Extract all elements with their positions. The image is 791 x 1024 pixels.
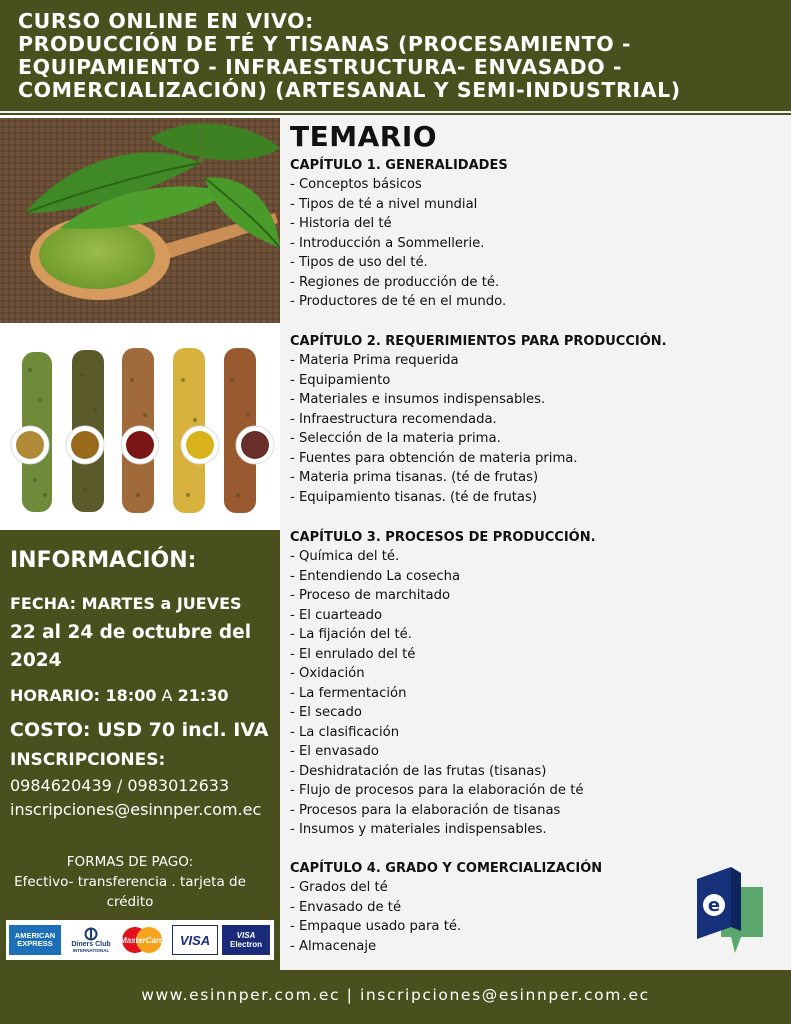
- info-title: INFORMACIÓN:: [10, 548, 197, 573]
- chapter-2: [290, 333, 780, 507]
- list-item: - Deshidratación de las frutas (tisanas): [290, 763, 547, 779]
- list-item: - Historia del té: [290, 216, 392, 231]
- list-item: - Productores de té en el mundo.: [290, 294, 507, 309]
- diners-label-1: Diners Club: [71, 941, 111, 948]
- schedule-separator: A: [156, 686, 178, 705]
- list-item: - Química del té.: [290, 549, 400, 564]
- syllabus-panel: [280, 115, 791, 970]
- list-item: - El enrulado del té: [290, 646, 416, 662]
- course-title-line-3: EQUIPAMIENTO - INFRAESTRUCTURA- ENVASADO -: [18, 55, 623, 79]
- list-item: - Fuentes para obtención de materia prima.: [290, 450, 578, 466]
- registration-email[interactable]: inscripciones@esinnper.com.ec: [10, 800, 262, 819]
- payment-methods-title: FORMAS DE PAGO:: [66, 854, 194, 870]
- info-panel: [0, 532, 280, 970]
- list-item: - Tipos de uso del té.: [290, 255, 428, 270]
- list-item: - Materiales e insumos indispensables.: [290, 392, 546, 407]
- list-item: - Grados del té: [290, 880, 388, 895]
- list-item: - Infraestructura recomendada.: [290, 411, 497, 427]
- amex-label-1: AMERICAN: [14, 931, 56, 940]
- registration-label: INSCRIPCIONES:: [10, 750, 166, 770]
- herbal-tea-photo: [0, 330, 280, 528]
- footer: [0, 970, 791, 1024]
- diners-circle-icon: [83, 927, 99, 941]
- list-item: - Oxidación: [290, 666, 365, 681]
- chapter-title: CAPÍTULO 3. PROCESOS DE PRODUCCIÓN.: [290, 530, 596, 545]
- list-item: - La clasificación: [290, 724, 400, 740]
- list-item: - Introducción a Sommellerie.: [290, 235, 485, 251]
- green-tea-photo: [0, 118, 280, 323]
- list-item: - Empaque usado para té.: [290, 919, 462, 934]
- photo-column: [0, 115, 280, 530]
- logo-graphic: [695, 865, 765, 957]
- chapter-title: CAPÍTULO 1. GENERALIDADES: [290, 158, 508, 173]
- list-item: - Materia prima tisanas. (té de frutas): [290, 470, 539, 485]
- herbal-tea-illustration: [0, 330, 280, 528]
- electron-label-1: VISA: [236, 931, 256, 940]
- list-item: - Flujo de procesos para la elaboración de té: [290, 783, 584, 798]
- electron-label-2: Electron: [229, 940, 262, 949]
- mastercard-circles-icon: [117, 925, 167, 955]
- list-item: - Conceptos básicos: [290, 177, 422, 192]
- esinnper-logo-icon: [695, 865, 765, 957]
- chapter-3: [290, 529, 780, 840]
- schedule-end: 21:30: [177, 686, 229, 705]
- chapter-title: CAPÍTULO 2. REQUERIMIENTOS PARA PRODUCCIÓN.: [290, 334, 667, 349]
- list-item: - Entendiendo La cosecha: [290, 568, 461, 584]
- mastercard-icon: [116, 925, 168, 955]
- header-banner: [0, 0, 791, 113]
- logo-letter: e: [707, 895, 721, 916]
- schedule: [10, 686, 229, 705]
- list-item: - Almacenaje: [290, 938, 377, 954]
- list-item: - Procesos para la elaboración de tisanas: [290, 802, 561, 818]
- diners-card-icon: [66, 925, 116, 955]
- list-item: - Equipamiento tisanas. (té de frutas): [290, 489, 538, 505]
- course-title-line-4: COMERCIALIZACIÓN) (ARTESANAL Y SEMI-INDUSTRIAL): [18, 78, 681, 102]
- footer-contact[interactable]: www.esinnper.com.ec | inscripciones@esinnper.com.ec: [141, 986, 650, 1004]
- list-item: - El secado: [290, 705, 362, 720]
- payment-cards-strip: [6, 920, 274, 960]
- list-item: - Equipamiento: [290, 372, 391, 388]
- list-item: - Insumos y materiales indispensables.: [290, 822, 547, 837]
- green-tea-illustration: [0, 118, 280, 323]
- list-item: - El envasado: [290, 744, 379, 759]
- diners-label-2: INTERNATIONAL: [72, 948, 110, 953]
- visa-card-icon: [172, 925, 218, 955]
- schedule-start: HORARIO: 18:00: [10, 686, 157, 705]
- list-item: - Selección de la materia prima.: [290, 431, 501, 446]
- amex-card-icon: [9, 925, 61, 955]
- list-item: - Envasado de té: [290, 899, 402, 915]
- course-title-line-2: PRODUCCIÓN DE TÉ Y TISANAS (PROCESAMIENTO -: [18, 32, 632, 56]
- mastercard-label: MasterCard: [119, 936, 165, 945]
- visa-electron-card-icon: [222, 925, 270, 955]
- list-item: - La fermentación: [290, 685, 407, 701]
- chapter-title: CAPÍTULO 4. GRADO Y COMERCIALIZACIÓN: [290, 861, 603, 876]
- list-item: - Tipos de té a nivel mundial: [290, 196, 478, 212]
- course-cost: COSTO: USD 70 incl. IVA: [10, 719, 269, 741]
- list-item: - El cuarteado: [290, 607, 383, 623]
- course-title-line-1: CURSO ONLINE EN VIVO:: [18, 9, 314, 33]
- course-dates: 22 al 24 de octubre del 2024: [10, 622, 252, 671]
- list-item: - Materia Prima requerida: [290, 353, 459, 368]
- date-label: FECHA: MARTES a JUEVES: [10, 594, 242, 613]
- list-item: - Proceso de marchitado: [290, 588, 451, 603]
- list-item: - La fijación del té.: [290, 627, 412, 642]
- amex-label-2: EXPRESS: [17, 939, 53, 948]
- list-item: - Regiones de producción de té.: [290, 274, 500, 290]
- visa-label: VISA: [179, 932, 211, 948]
- payment-methods-text: Efectivo- transferencia . tarjeta de crédito: [14, 874, 246, 910]
- registration-phones: 0984620439 / 0983012633: [10, 776, 230, 795]
- syllabus-title: TEMARIO: [290, 120, 438, 153]
- chapter-1: [290, 157, 780, 312]
